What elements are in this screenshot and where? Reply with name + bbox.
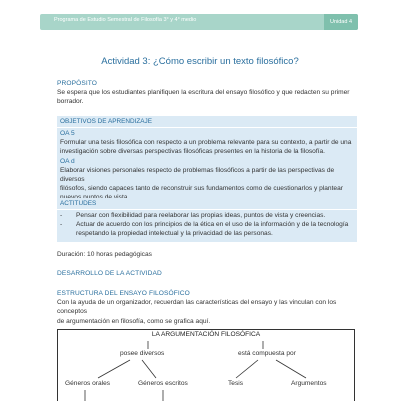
connector-line: [236, 360, 258, 378]
purpose-heading: PROPÓSITO: [57, 80, 97, 87]
attitude-text: [76, 220, 348, 238]
purpose-line: borrador.: [57, 98, 84, 106]
connector-line: [142, 360, 156, 378]
attitudes-body: [57, 210, 357, 242]
organizer-title: LA ARGUMENTACIÓN FILOSÓFICA: [151, 331, 261, 338]
objective-line: investigación sobre diversas perspectivas filosóficas presentes en la historia de la filosofía.: [60, 148, 325, 156]
objective-code: OA 5: [60, 130, 75, 137]
attitude-line: Actuar de acuerdo con los principios de la ética en el uso de la información y de la tecnología: [76, 221, 349, 229]
objectives-body: [57, 128, 357, 206]
unit-badge: Unidad 4: [324, 14, 358, 30]
objectives-heading: OBJETIVOS DE APRENDIZAJE: [57, 116, 357, 128]
organizer-link-left: posee diversos: [120, 350, 165, 357]
organizer-link-right: está compuesta por: [238, 350, 296, 357]
purpose-line: Se espera que los estudiantes planifiquen la escritura del ensayo filosófico y que redacten su primer: [57, 89, 350, 96]
objective-line: Formular una tesis filosófica con respecto a un problema relevante para su contexto, a partir de una: [60, 139, 352, 147]
organizer-node: Géneros escritos: [138, 380, 188, 387]
attitude-item: [60, 211, 354, 220]
objective-code: OA d: [60, 157, 75, 165]
duration: Duración: 10 horas pedagógicas: [57, 251, 152, 258]
objective-line: filósofos, siendo capaces tanto de reconstruir sus fundamentos como de cuestionarlos y plantear: [60, 185, 343, 193]
structure-line: Con la ayuda de un organizador, recuerdan las características del ensayo y las vinculan con los conceptos: [57, 299, 337, 316]
organizer-node: Tesis: [228, 380, 244, 387]
header-bar: [40, 14, 358, 30]
organizer-connectors: [58, 330, 354, 401]
connector-line: [276, 360, 306, 378]
structure-text: [57, 298, 357, 326]
structure-heading: ESTRUCTURA DEL ENSAYO FILOSÓFICO: [57, 290, 190, 297]
program-name: Programa de Estudio Semestral de Filosofía 3° y 4° medio: [54, 17, 197, 23]
objectives-box: [57, 116, 357, 206]
organizer-node: Argumentos: [291, 380, 327, 387]
development-heading: DESARROLLO DE LA ACTIVIDAD: [57, 270, 162, 277]
purpose-text: [57, 88, 357, 107]
bullet-dash: -: [60, 221, 63, 229]
activity-title: Actividad 3: ¿Cómo escribir un texto filosófico?: [101, 56, 299, 67]
attitude-text: Pensar con flexibilidad para reelaborar las propias ideas, puntos de vista y creencias.: [76, 212, 326, 219]
attitude-item: [60, 220, 354, 238]
concept-organizer: [57, 329, 355, 401]
bullet-dash: -: [60, 212, 63, 219]
structure-line: de argumentación en filosofía, como se grafica aquí.: [57, 317, 211, 325]
attitude-line: respetando la propiedad intelectual y la privacidad de las personas.: [76, 230, 273, 238]
attitudes-box: [57, 198, 357, 242]
objective-line: Elaborar visiones personales respecto de problemas filosóficos a partir de las perspectivas de diversos: [60, 166, 335, 184]
organizer-node: Géneros orales: [65, 380, 111, 387]
attitudes-heading: ACTITUDES: [57, 198, 357, 210]
connector-line: [98, 360, 130, 378]
